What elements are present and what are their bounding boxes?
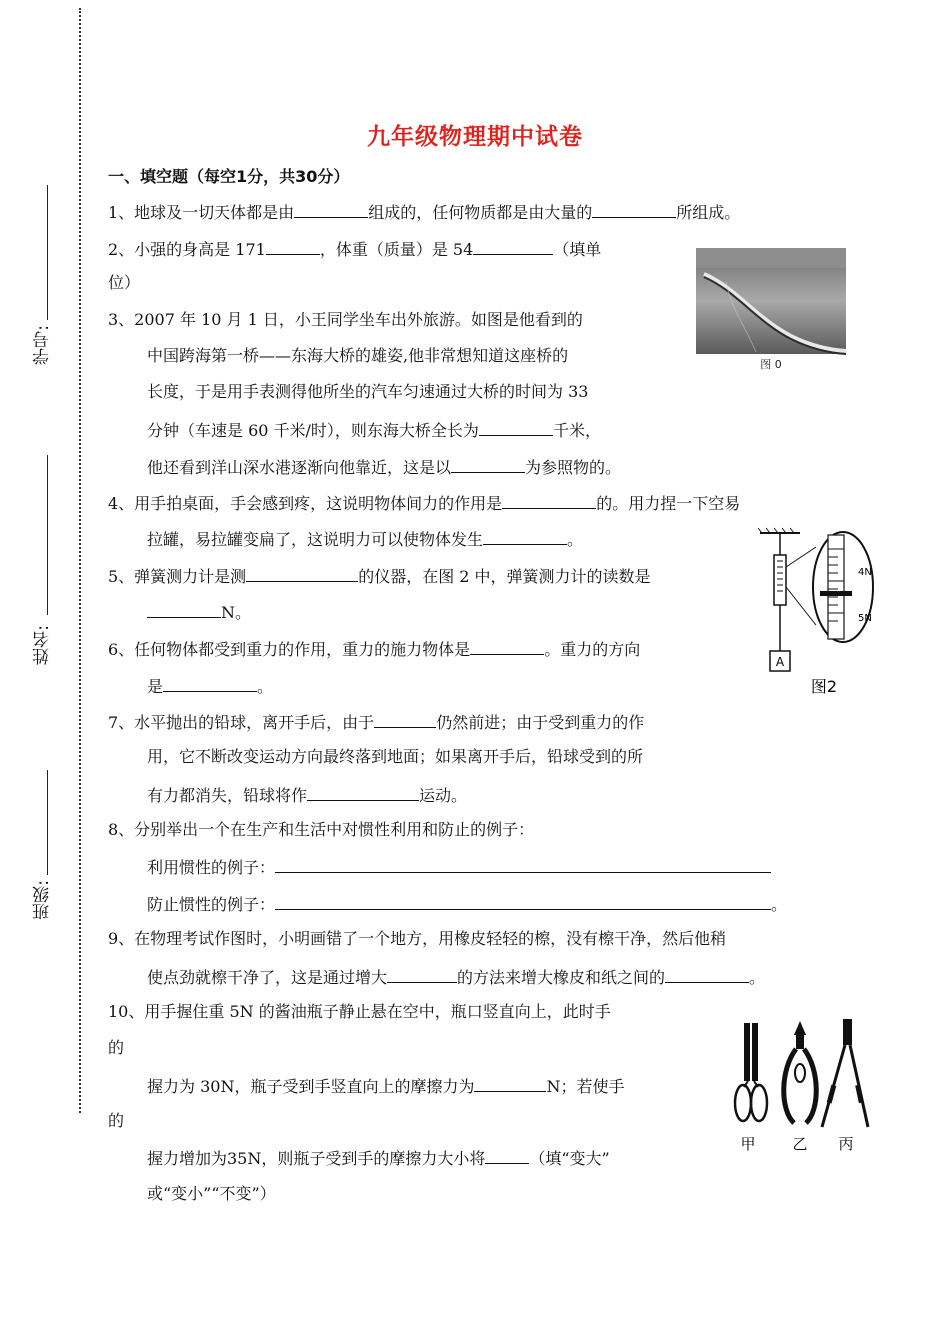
scale-mark-5n: 5N (858, 613, 872, 624)
tool-label-yi: 乙 (792, 1135, 808, 1153)
scissors-icon (735, 1023, 767, 1121)
nutcracker-icon (784, 1021, 817, 1123)
question-9: 9、在物理考试作图时，小明画错了一个地方，用橡皮轻轻的檫，没有檫干净，然后他稍 (108, 929, 727, 948)
question-2: 2、小强的身高是 171 ，体重（质量）是 54 （填单 (108, 240, 602, 259)
question-10-line3: 握力增加为35N，则瓶子受到手的摩擦力大小将 （填“变大” (147, 1149, 610, 1168)
page-title: 九年级物理期中试卷 (367, 124, 583, 150)
tool-label-bing: 丙 (838, 1135, 854, 1153)
question-3-line3: 长度，于是用手表测得他所坐的汽车匀速通过大桥的时间为 33 (147, 382, 589, 401)
question-4-line2: 拉罐，易拉罐变扁了，这说明力可以使物体发生 。 (147, 530, 584, 549)
question-7-line3: 有力都消失，铅球将作 运动。 (147, 786, 468, 805)
bridge-photo (696, 248, 846, 370)
question-5-line2: N。 (147, 601, 251, 623)
question-10-line4: 或“变小”“不变”） (147, 1184, 276, 1203)
bridge-caption: 图 0 (760, 358, 782, 370)
question-3-line4: 分钟（车速是 60 千米/时），则东海大桥全长为 千米， (147, 421, 601, 440)
question-8-use: 利用惯性的例子： (147, 856, 771, 878)
tongs-icon (822, 1019, 868, 1127)
student-no-label: 学号: (33, 325, 53, 365)
question-6: 6、任何物体都受到重力的作用，重力的施力物体是 。重力的方向 (108, 640, 641, 659)
question-9-line2: 使点劲就檫干净了，这是通过增大 的方法来增大橡皮和纸之间的 。 (147, 968, 766, 987)
question-3-line2: 中国跨海第一桥——东海大桥的雄姿,他非常想知道这座桥的 (147, 346, 569, 365)
scale-mark-4n: 4N (858, 567, 872, 578)
question-8-prevent: 防止惯性的例子： 。 (147, 895, 788, 914)
tools-figure (728, 1015, 878, 1157)
name-line (47, 455, 48, 615)
spring-figure-caption: 图2 (810, 677, 838, 696)
weight-label: A (775, 655, 785, 669)
binding-dotted-line (79, 8, 81, 1113)
question-7-line2: 用，它不断改变运动方向最终落到地面；如果离开手后，铅球受到的所 (147, 747, 644, 766)
tool-label-jia: 甲 (740, 1135, 756, 1153)
question-7: 7、水平抛出的铅球，离开手后，由于 仍然前进；由于受到重力的作 (108, 713, 645, 732)
class-label: 班级: (33, 880, 53, 920)
question-2-cont: 位） (108, 273, 141, 292)
question-1: 1、地球及一切天体都是由 组成的，任何物质都是由大量的 所组成。 (108, 203, 741, 222)
question-10-line2: 握力为 30N，瓶子受到手竖直向上的摩擦力为 N；若使手 (147, 1077, 625, 1096)
question-4: 4、用手拍桌面，手会感到疼，这说明物体间力的作用是 的。用力捏一下空易 (108, 494, 741, 513)
question-10-wrap2: 的 (108, 1111, 125, 1130)
class-line (47, 770, 48, 875)
spring-balance-figure (758, 527, 880, 697)
question-5: 5、弹簧测力计是测 的仪器，在图 2 中，弹簧测力计的读数是 (108, 567, 651, 586)
question-6-line2: 是 。 (147, 677, 274, 696)
question-8: 8、分别举出一个在生产和生活中对惯性利用和防止的例子： (108, 820, 535, 839)
question-3-line5: 他还看到洋山深水港逐渐向他靠近，这是以 为参照物的。 (147, 458, 622, 477)
question-10-wrap1: 的 (108, 1038, 125, 1057)
student-no-line (47, 185, 48, 320)
question-3: 3、2007 年 10 月 1 日，小王同学坐车出外旅游。如图是他看到的 (108, 310, 583, 329)
section-heading: 一、填空题（每空1分，共30分） (108, 167, 350, 186)
question-10: 10、用手握住重 5N 的酱油瓶子静止悬在空中，瓶口竖直向上，此时手 (108, 1002, 611, 1021)
name-label: 姓名: (33, 625, 53, 665)
